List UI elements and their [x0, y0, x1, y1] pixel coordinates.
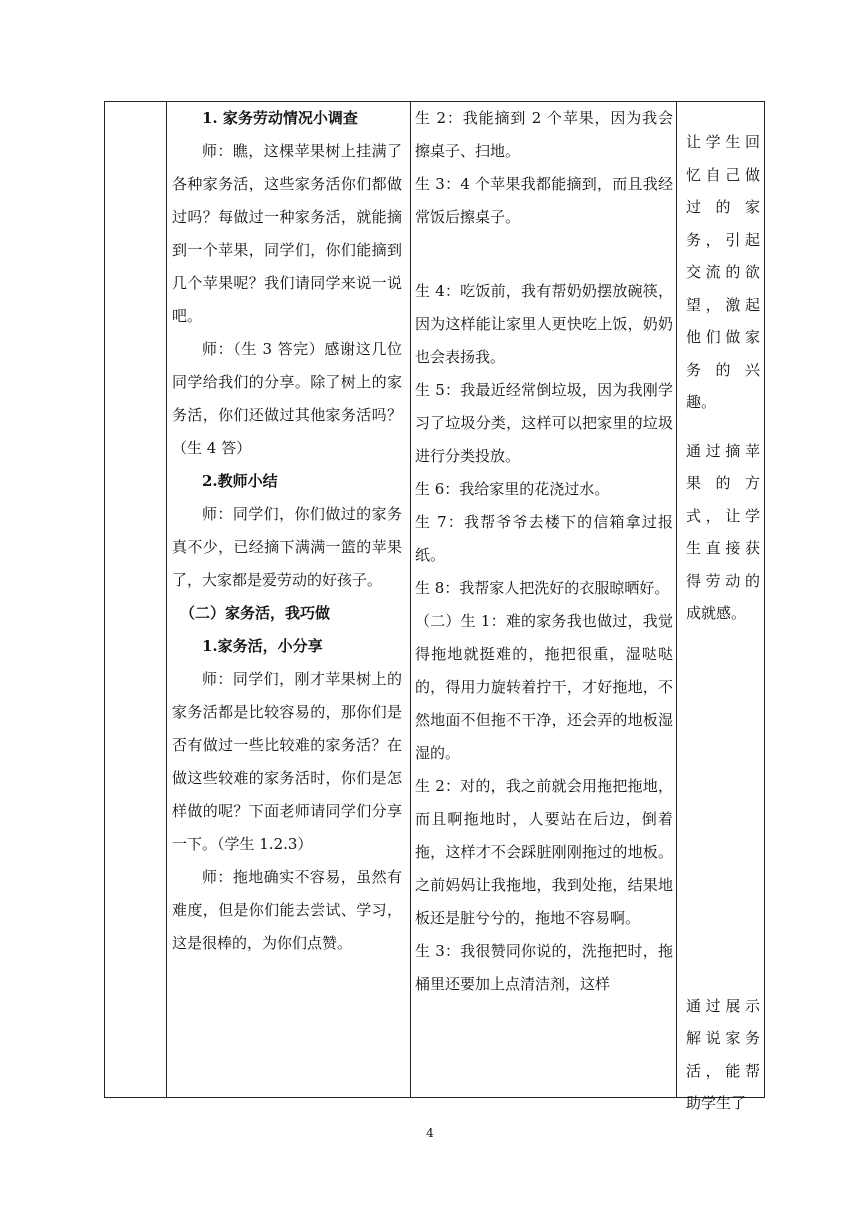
student-response: 生 5：我最近经常倒垃圾，因为我刚学习了垃圾分类，这样可以把家里的垃圾进行分类投放。 — [415, 381, 673, 465]
design-intent-column — [684, 102, 764, 1112]
student-response: 生 4：吃饭前，我有帮奶奶摆放碗筷，因为这样能让家里人更快吃上饭，奶奶也会表扬我。 — [415, 282, 673, 366]
spacer — [684, 102, 764, 126]
spacer — [684, 630, 764, 990]
student-activity-column — [411, 102, 675, 1097]
teacher-paragraph: 师：同学们，刚才苹果树上的家务活都是比较容易的，那你们是否有做过一些比较难的家务活？在做这些较难的家务活时，你们是怎样做的呢？下面老师请同学们分享一下。（学生 1.2.3） — [172, 670, 402, 853]
student-response: 生 6：我给家里的花浇过水。 — [415, 480, 610, 498]
teacher-paragraph: 师：（生 3 答完）感谢这几位同学给我们的分享。除了树上的家务活，你们还做过其他家务活吗？（生 4 答） — [172, 340, 402, 457]
student-response: 生 3：4 个苹果我都能摘到，而且我经常饭后擦桌子。 — [415, 175, 673, 226]
student-response: 生 7：我帮爷爷去楼下的信箱拿过报纸。 — [415, 513, 673, 564]
student-response: （二）生 1：难的家务我也做过，我觉得拖地就挺难的，拖把很重，湿哒哒的，得用力旋转着拧干，才好拖地，不然地面不但拖不干净，还会弄的地板湿湿的。 — [415, 612, 673, 762]
teacher-paragraph: 师：瞧，这棵苹果树上挂满了各种家务活，这些家务活你们都做过吗？每做过一种家务活，就能摘到一个苹果，同学们，你们能摘到几个苹果呢？我们请同学来说一说吧。 — [172, 142, 402, 325]
teacher-paragraph: 师：同学们，你们做过的家务真不少，已经摘下满满一篮的苹果了，大家都是爱劳动的好孩子。 — [172, 505, 402, 589]
design-intent-note: 通过摘苹果的方式，让学生直接获得劳动的成就感。 — [686, 441, 760, 622]
design-intent-note: 让学生回忆自己做过的家务，引起交流的欲望，激起他们做家务的兴趣。 — [686, 133, 760, 411]
student-response: 生 2：我能摘到 2 个苹果，因为我会擦桌子、扫地。 — [415, 109, 673, 160]
teacher-activity-column — [166, 102, 406, 1097]
section-heading: 2.教师小结 — [202, 472, 278, 490]
section-heading: 1.家务活，小分享 — [202, 637, 323, 655]
student-response: 生 8：我帮家人把洗好的衣服晾晒好。 — [415, 579, 670, 597]
spacer — [411, 234, 675, 275]
teacher-paragraph: 师：拖地确实不容易，虽然有难度，但是你们能去尝试、学习，这是很棒的，为你们点赞。 — [172, 868, 402, 952]
section-heading: （二）家务活，我巧做 — [180, 604, 331, 622]
lesson-plan-table — [104, 101, 765, 1112]
student-response: 生 2：对的，我之前就会用拖把拖地，而且啊拖地时，人要站在后边，倒着拖，这样才不会踩脏刚刚拖过的地板。之前妈妈让我拖地，我到处拖，结果地板还是脏兮兮的，拖地不容易啊。 — [415, 777, 673, 927]
student-response: 生 3：我很赞同你说的，洗拖把时，拖桶里还要加上点清洁剂，这样 — [415, 942, 673, 993]
spacer — [684, 419, 764, 435]
section-heading: 1. 家务劳动情况小调查 — [202, 109, 358, 127]
page-number: 4 — [426, 1126, 434, 1140]
column-divider — [676, 102, 677, 1097]
design-intent-note: 通过展示解说家务活，能帮助学生了 — [686, 996, 760, 1112]
